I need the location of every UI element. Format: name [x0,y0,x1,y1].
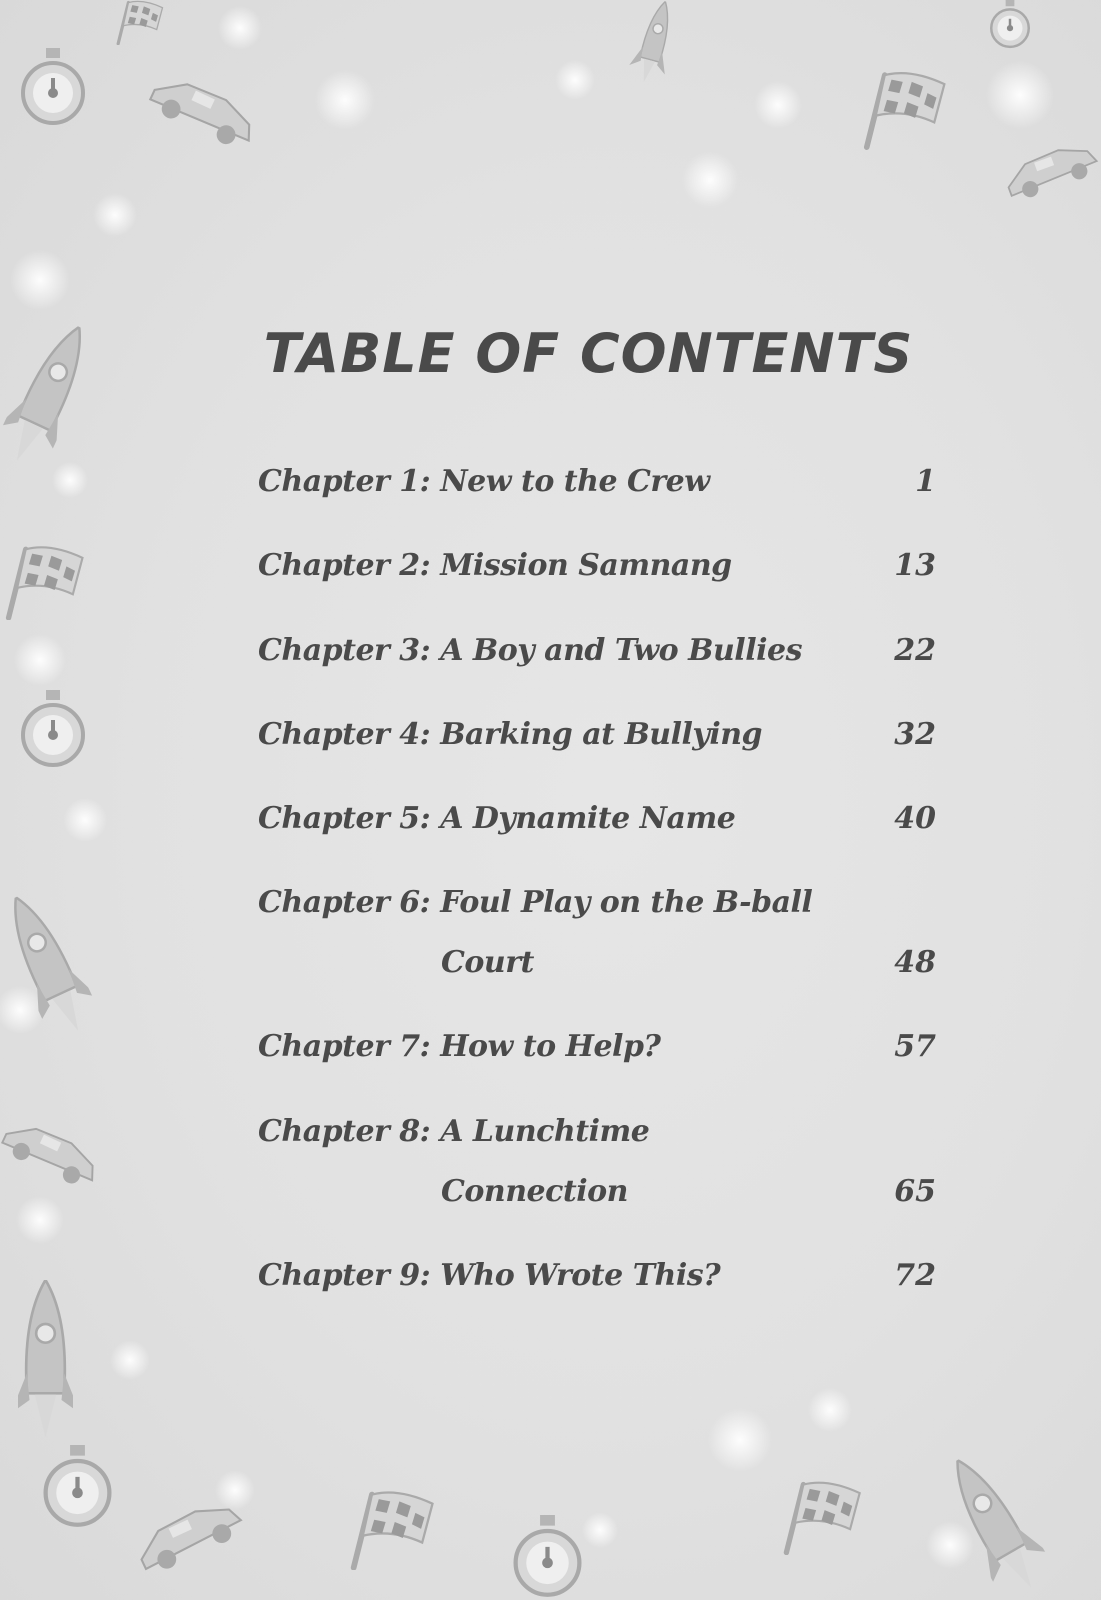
stopwatch-icon [516,1515,580,1595]
page-number: 22 [894,632,936,668]
page-number: 40 [894,801,936,837]
chapter-title-continuation: Court [441,945,534,981]
chapter-title [258,452,848,512]
chapter-title [258,1017,848,1077]
chapter-title [258,789,848,849]
checkered-flag-icon [9,547,83,618]
toc-entry[interactable] [258,621,936,705]
toc-entry[interactable] [258,789,936,873]
page-number: 13 [894,548,936,584]
page-number: 57 [894,1029,936,1065]
rocket-icon [11,1280,80,1437]
chapter-title [258,873,848,993]
page-number: 32 [894,716,936,752]
chapter-title-line: Chapter 2: Mission Samnang [258,548,732,584]
chapter-title [258,1102,848,1222]
chapter-title [258,621,848,681]
rocket-icon [626,0,683,87]
page-number: 72 [894,1257,936,1293]
stopwatch-icon [23,48,83,123]
chapter-title-continuation: Connection [441,1173,628,1209]
toc-entry[interactable] [258,1017,936,1101]
chapter-title [258,536,848,596]
toc-entry[interactable] [258,452,936,536]
toc-entry[interactable] [258,705,936,789]
race-car-icon [146,71,260,153]
chapter-title-line: Chapter 8: A Lunchtime [258,1113,650,1149]
race-car-icon [0,1117,103,1192]
chapter-title [258,705,848,765]
stopwatch-icon [991,0,1029,47]
checkered-flag-icon [118,1,162,43]
chapter-title-line: Chapter 4: Barking at Bullying [258,716,763,752]
stopwatch-icon [46,1445,110,1525]
page-number: 48 [894,945,936,981]
chapter-title-line: Chapter 9: Who Wrote This? [258,1257,721,1293]
chapter-title [258,1246,848,1306]
toc-entry[interactable] [258,1102,936,1246]
chapter-title-line: Chapter 3: A Boy and Two Bullies [258,632,802,668]
page-number: 1 [915,464,936,499]
chapter-title-line: Chapter 7: How to Help? [258,1029,661,1065]
stopwatch-icon [23,690,83,765]
toc-entry[interactable] [258,1246,936,1330]
table-of-contents [258,452,936,1330]
checkered-flag-icon [867,73,945,147]
chapter-title-line: Chapter 6: Foul Play on the B-ball [258,885,813,921]
chapter-title-line: Chapter 1: New to the Crew [258,464,710,499]
chapter-title-line: Chapter 5: A Dynamite Name [258,801,736,837]
page-title: TABLE OF CONTENTS [263,322,914,385]
race-car-icon [1002,139,1100,203]
page-number: 65 [894,1173,936,1209]
checkered-flag-icon [354,1493,433,1568]
toc-entry[interactable] [258,536,936,620]
checkered-flag-icon [786,1483,859,1553]
toc-entry[interactable] [258,873,936,1017]
